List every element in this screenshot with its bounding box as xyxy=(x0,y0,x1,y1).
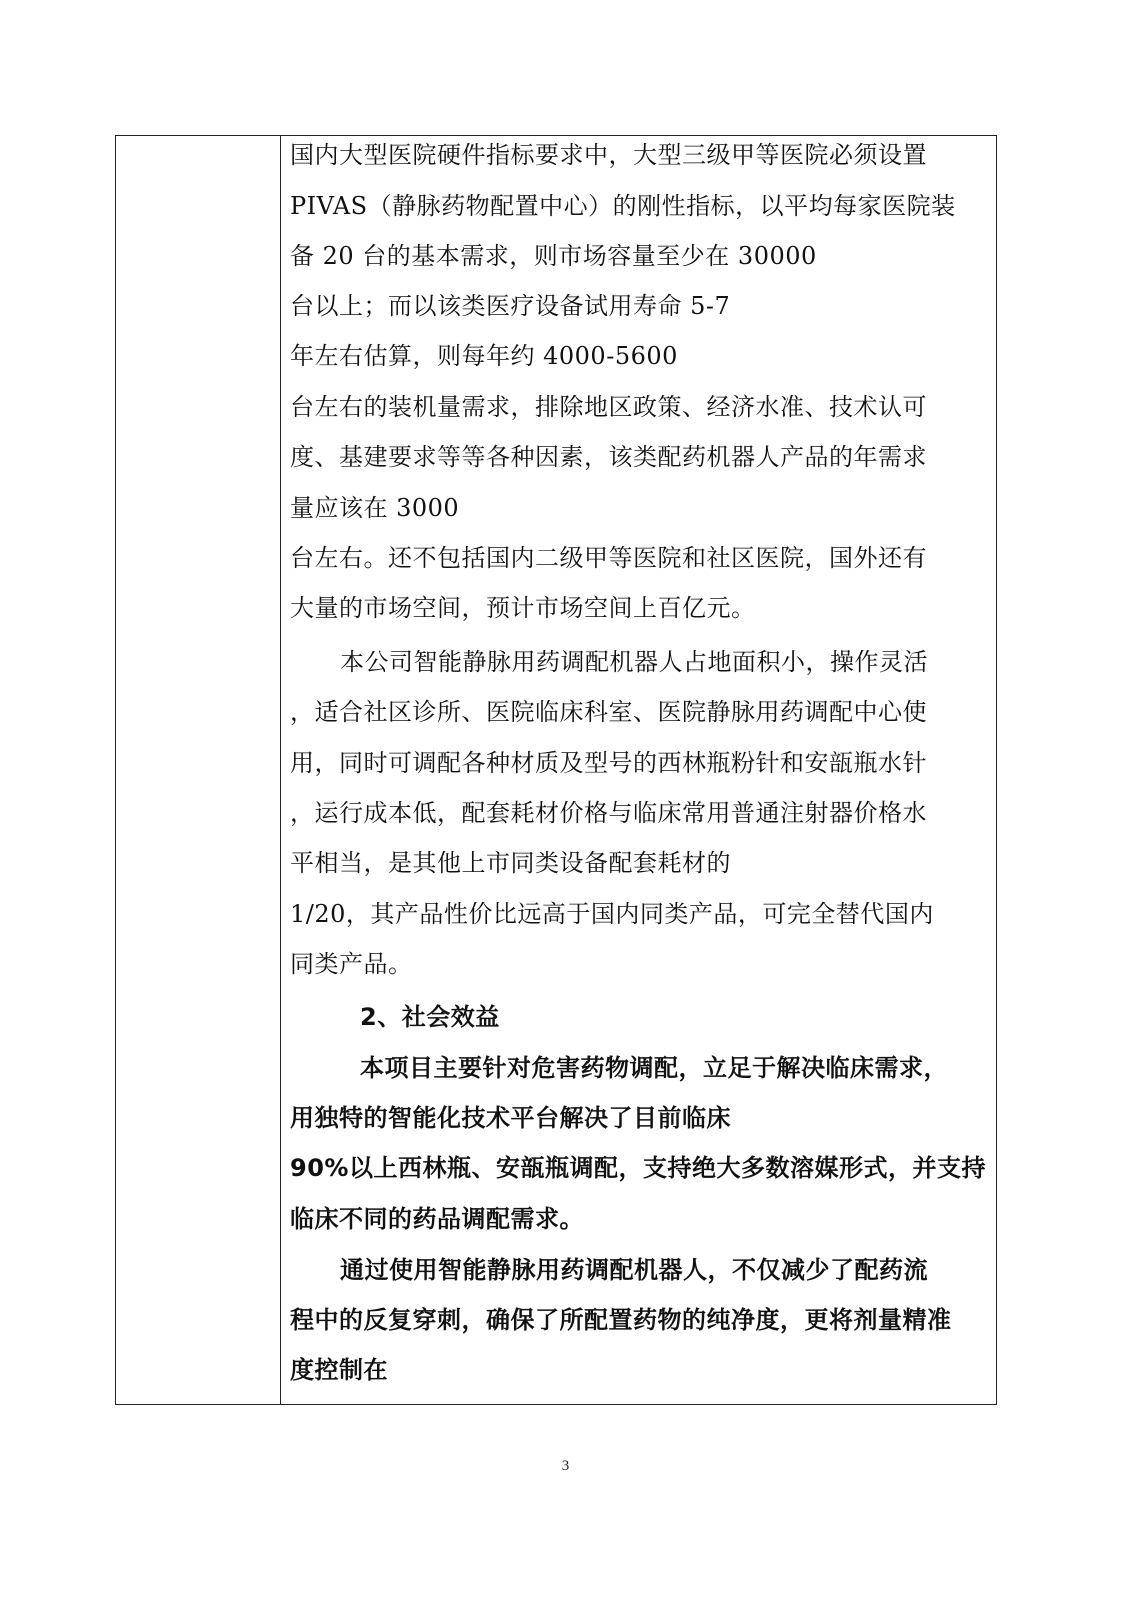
text-line: 用独特的智能化技术平台解决了目前临床 xyxy=(290,1104,731,1132)
text-line: 1/20，其产品性价比远高于国内同类产品，可完全替代国内 xyxy=(290,900,934,928)
text-line: 量应该在 3000 xyxy=(290,494,460,522)
paragraph-start-line: 本公司智能静脉用药调配机器人占地面积小，操作灵活 xyxy=(340,648,928,676)
text-line: 同类产品。 xyxy=(290,950,413,978)
text-line: 国内大型医院硬件指标要求中，大型三级甲等医院必须设置 xyxy=(290,141,927,169)
section-heading: 2、社会效益 xyxy=(360,1003,500,1031)
text-line: 用，同时可调配各种材质及型号的西林瓶粉针和安瓿瓶水针 xyxy=(290,749,927,777)
text-line: 台左右的装机量需求，排除地区政策、经济水准、技术认可 xyxy=(290,393,927,421)
text-line: 年左右估算，则每年约 4000-5600 xyxy=(290,342,678,370)
paragraph-start-line: 本项目主要针对危害药物调配，立足于解决临床需求， xyxy=(360,1054,948,1082)
paragraph-start-line: 通过使用智能静脉用药调配机器人，不仅减少了配药流 xyxy=(340,1256,928,1284)
text-line: ，适合社区诊所、医院临床科室、医院静脉用药调配中心使 xyxy=(290,698,927,726)
table-content-cell xyxy=(290,136,990,1404)
text-line: 程中的反复穿刺，确保了所配置药物的纯净度，更将剂量精准 xyxy=(290,1306,952,1334)
text-line: 台左右。还不包括国内二级甲等医院和社区医院，国外还有 xyxy=(290,544,927,572)
page-number: 3 xyxy=(561,1458,570,1474)
content-table xyxy=(115,135,997,1405)
text-line: 度控制在 xyxy=(290,1356,388,1384)
text-line: 平相当，是其他上市同类设备配套耗材的 xyxy=(290,849,731,877)
text-line: 度、基建要求等等各种因素，该类配药机器人产品的年需求 xyxy=(290,443,927,471)
text-line: 大量的市场空间，预计市场空间上百亿元。 xyxy=(290,594,756,622)
text-line: 备 20 台的基本需求，则市场容量至少在 30000 xyxy=(290,242,817,270)
text-line: 台以上；而以该类医疗设备试用寿命 5-7 xyxy=(290,292,731,320)
table-label-cell xyxy=(116,136,281,1404)
text-line: PIVAS（静脉药物配置中心）的刚性指标，以平均每家医院装 xyxy=(290,192,956,220)
text-line: 临床不同的药品调配需求。 xyxy=(290,1205,584,1233)
text-line: ，运行成本低，配套耗材价格与临床常用普通注射器价格水 xyxy=(290,799,927,827)
text-line: 90%以上西林瓶、安瓿瓶调配，支持绝大多数溶媒形式，并支持 xyxy=(290,1154,986,1182)
